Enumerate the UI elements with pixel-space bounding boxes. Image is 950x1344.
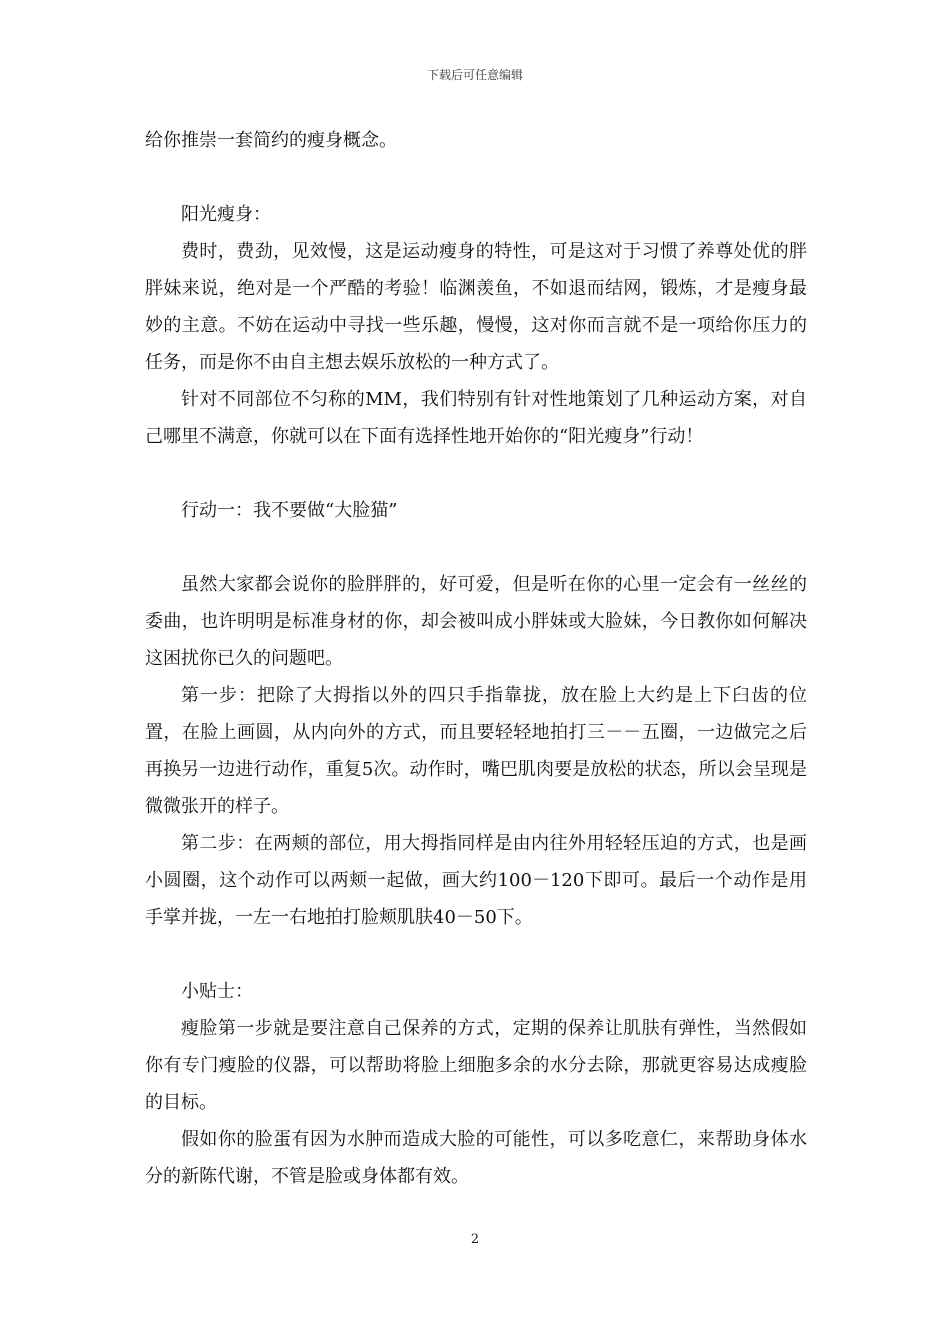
paragraph-face-intro: 虽然大家都会说你的脸胖胖的，好可爱，但是听在你的心里一定会有一丝丝的委曲，也许明明是标准身材的你，却会被叫成小胖妹或大脸妹，今日教你如何解决这困扰你已久的问题吧。 xyxy=(145,574,807,669)
paragraph-sunshine-body: 费时，费劲，见效慢，这是运动瘦身的特性，可是这对于习惯了养尊处优的胖胖妹来说，绝对是一个严酷的考验！临渊羡鱼，不如退而结网，锻炼，才是瘦身最妙的主意。不妨在运动中寻找一些乐趣，慢慢，这对你而言就不是一项给你压力的任务，而是你不由自主想去娱乐放松的一种方式了。 xyxy=(145,241,807,373)
page-header: 下载后可任意编辑 xyxy=(426,68,523,82)
section-heading-action-one: 行动一：我不要做“大脸猫” xyxy=(181,500,398,521)
paragraph-tip-two: 假如你的脸蛋有因为水肿而造成大脸的可能性，可以多吃意仁，来帮助身体水分的新陈代谢，不管是脸或身体都有效。 xyxy=(145,1129,807,1187)
page-number: 2 xyxy=(470,1232,480,1247)
section-heading-tips: 小贴士： xyxy=(181,981,253,1002)
section-heading-sunshine: 阳光瘦身： xyxy=(181,204,271,225)
paragraph-step-one: 第一步：把除了大拇指以外的四只手指靠拢，放在脸上大约是上下臼齿的位置，在脸上画圆，从内向外的方式，而且要轻轻地拍打三－－五圈，一边做完之后再换另一边进行动作，重复5次。动作时，嘴巴肌肉要是放松的状态，所以会呈现是微微张开的样子。 xyxy=(145,685,807,817)
paragraph-step-two: 第二步：在两颊的部位，用大拇指同样是由内往外用轻轻压迫的方式，也是画小圆圈，这个动作可以两颊一起做，画大约100－120下即可。最后一个动作是用手掌并拢，一左一右地拍打脸颊肌肤40－50下。 xyxy=(145,833,807,928)
paragraph-targeted-plans: 针对不同部位不匀称的MM，我们特别有针对性地策划了几种运动方案，对自己哪里不满意，你就可以在下面有选择性地开始你的“阳光瘦身”行动！ xyxy=(145,389,807,447)
paragraph-tip-one: 瘦脸第一步就是要注意自己保养的方式，定期的保养让肌肤有弹性，当然假如你有专门瘦脸的仪器，可以帮助将脸上细胞多余的水分去除，那就更容易达成瘦脸的目标。 xyxy=(145,1018,807,1113)
intro-paragraph: 给你推崇一套简约的瘦身概念。 xyxy=(145,130,397,151)
